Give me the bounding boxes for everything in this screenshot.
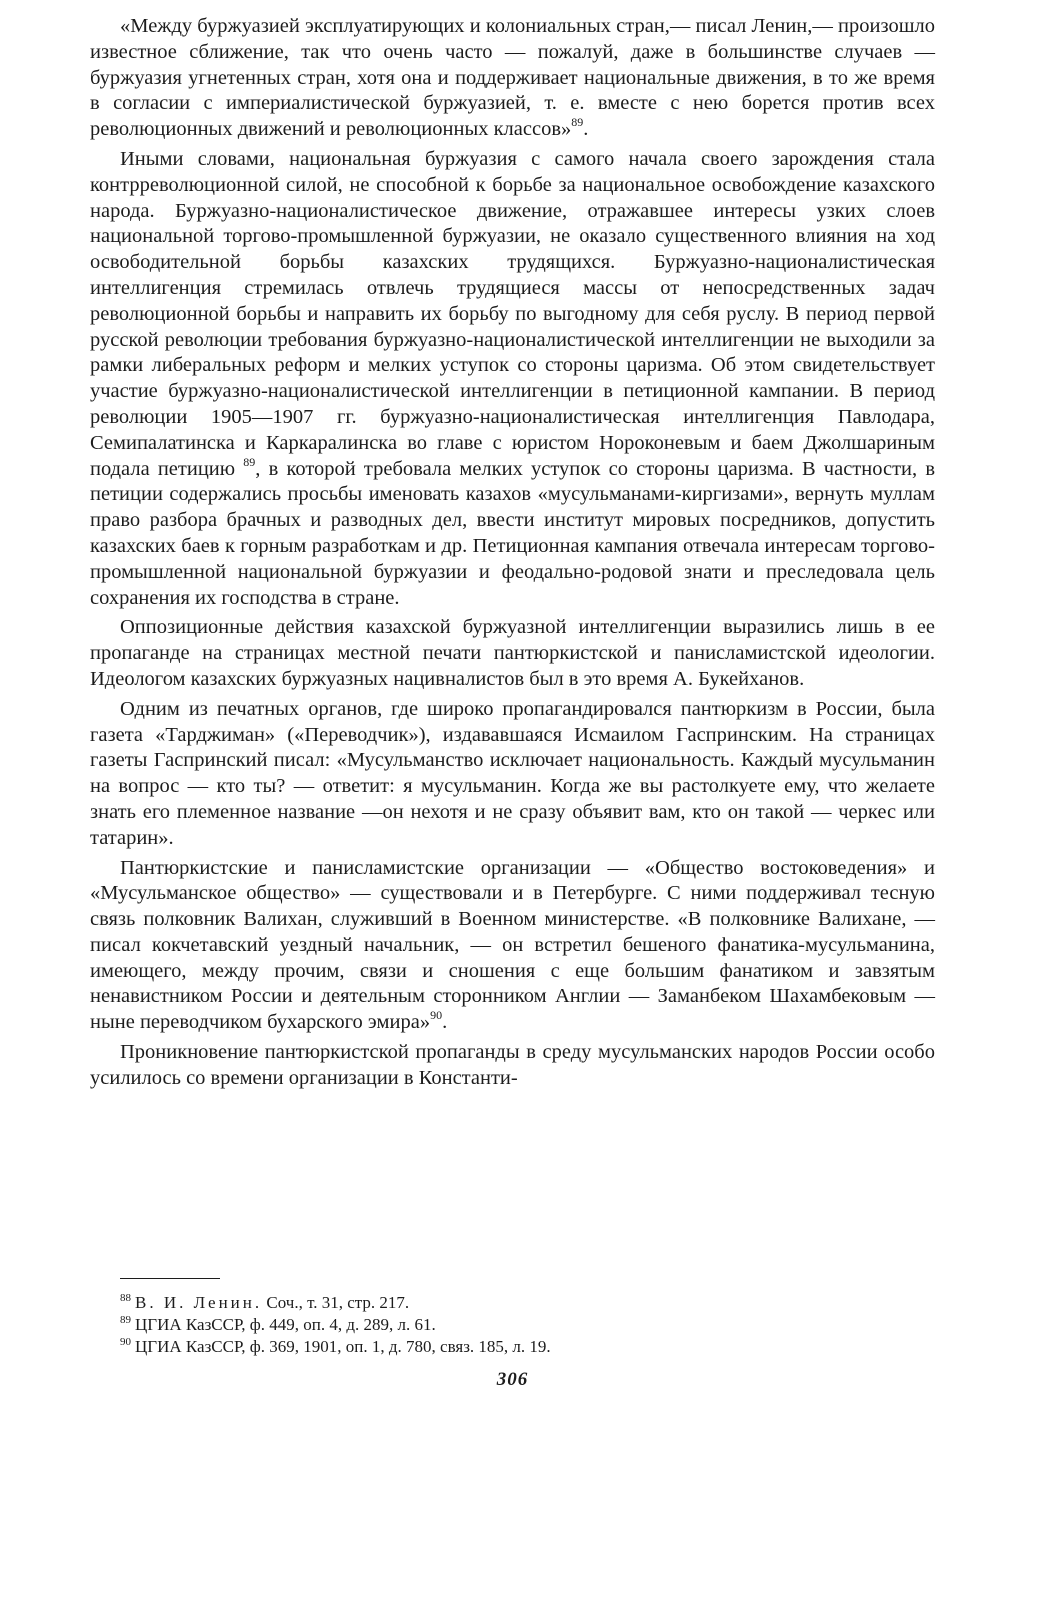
footnotes [120,1292,935,1358]
paragraph-5: Пантюркистские и панисламистские организации — «Общество востоковедения» и «Мусульманское общество» — существовали и в Петербурге. С ними поддерживал тесную связь полковник Валихан, служивший в Военном министерстве. «В полковнике Валихане, — писал кокчетавский уездный начальник, — он встретил бешеного фанатика-мусульманина, имеющего, между прочим, связи и сношения с еще большим фанатиком и завзятым ненавистником России и деятельным сторонником Англии — Заманбеком Шахамбековым — ныне переводчиком бухарского эмира»$^{90}$. [90,856,935,1034]
paragraph-4: Одним из печатных органов, где широко пропагандировался пантюркизм в России, была газета «Тарджиман» («Переводчик»), издававшаяся Исмаилом Гаспринским. На страницах газеты Гаспринский писал: «Мусульманство исключает национальность. Каждый мусульманин на вопрос — кто ты? — ответит: я мусульманин. Когда же вы растолкуете ему, что желаете знать его племенное название —он нехотя и не сразу объявит вам, кто он такой — черкес или татарин». [90,697,935,849]
page-number: 306 [496,1369,529,1390]
footnote-88: $^{88}$ В. И. Ленин. Соч., т. 31, стр. 217. [120,1292,410,1312]
paragraph-2: Иными словами, национальная буржуазия с самого начала своего зарождения стала контрреволюционной силой, не способной к борьбе за национальное освобождение казахского народа. Буржуазно-националистическое движение, отражавшее интересы узких слоев национальной торгово-промышленной буржуазии, не оказало существенного влияния на ход освободительной борьбы казахских трудящихся. Буржуазно-националистическая интеллигенция стремилась отвлечь трудящиеся массы от непосредственных задач революционной борьбы и направить их борьбу по выгодному для себя руслу. В период первой русской революции требования буржуазно-националистической интеллигенции не выходили за рамки либеральных реформ и мелких уступок со стороны царизма. Об этом свидетельствует участие буржуазно-националистической интеллигенции в петиционной кампании. В период революции 1905—1907 гг. буржуазно-националистическая интеллигенция Павлодара, Семипалатинска и Каркаралинска во главе с юристом Нороконевым и баем Джолшариным подала петицию $^{89}$, в которой требовала мелких уступок со стороны царизма. В частности, в петиции содержались просьбы именовать казахов «мусульманами-киргизами», вернуть муллам право разбора брачных и разводных дел, ввести институт мировых посредников, допустить казахских баев к горным разработкам и др. Петиционная кампания отвечала интересам торгово-промышленной национальной буржуазии и феодально-родовой знати и преследовала цель сохранения их господства в стране. [90,147,936,609]
body-text [90,14,935,1092]
footnote-divider [120,1278,220,1279]
footnote-ref: 89 [571,115,584,130]
document-page [90,14,935,1584]
footnote-ref: 89 [243,454,256,469]
footnote-89: $^{89}$ ЦГИА КазССР, ф. 449, оп. 4, д. 289, л. 61. [120,1314,436,1334]
paragraph-6: Проникновение пантюркистской пропаганды в среду мусульманских народов России особо усилилось со времени организации в Константи- [90,1041,935,1089]
footnote-90: $^{90}$ ЦГИА КазССР, ф. 369, 1901, оп. 1, д. 780, связ. 185, л. 19. [120,1336,551,1356]
footnote-author: В. И. Ленин. [135,1293,263,1312]
paragraph-1: «Между буржуазией эксплуатирующих и колониальных стран,— писал Ленин,— произошло известное сближение, так что очень часто — пожалуй, даже в большинстве случаев — буржуазия угнетенных стран, хотя она и поддерживает национальные движения, в то же время в согласии с империалистической буржуазией, т. е. вместе с нею борется против всех революционных движений и революционных классов»$^{89}$. [90,15,935,141]
footnote-ref: 90 [430,1008,443,1023]
paragraph-3: Оппозиционные действия казахской буржуазной интеллигенции выразились лишь в ее пропаганде на страницах местной печати пантюркистской и панисламистской идеологии. Идеологом казахских буржуазных нацивналистов был в это время А. Букейханов. [90,616,935,690]
